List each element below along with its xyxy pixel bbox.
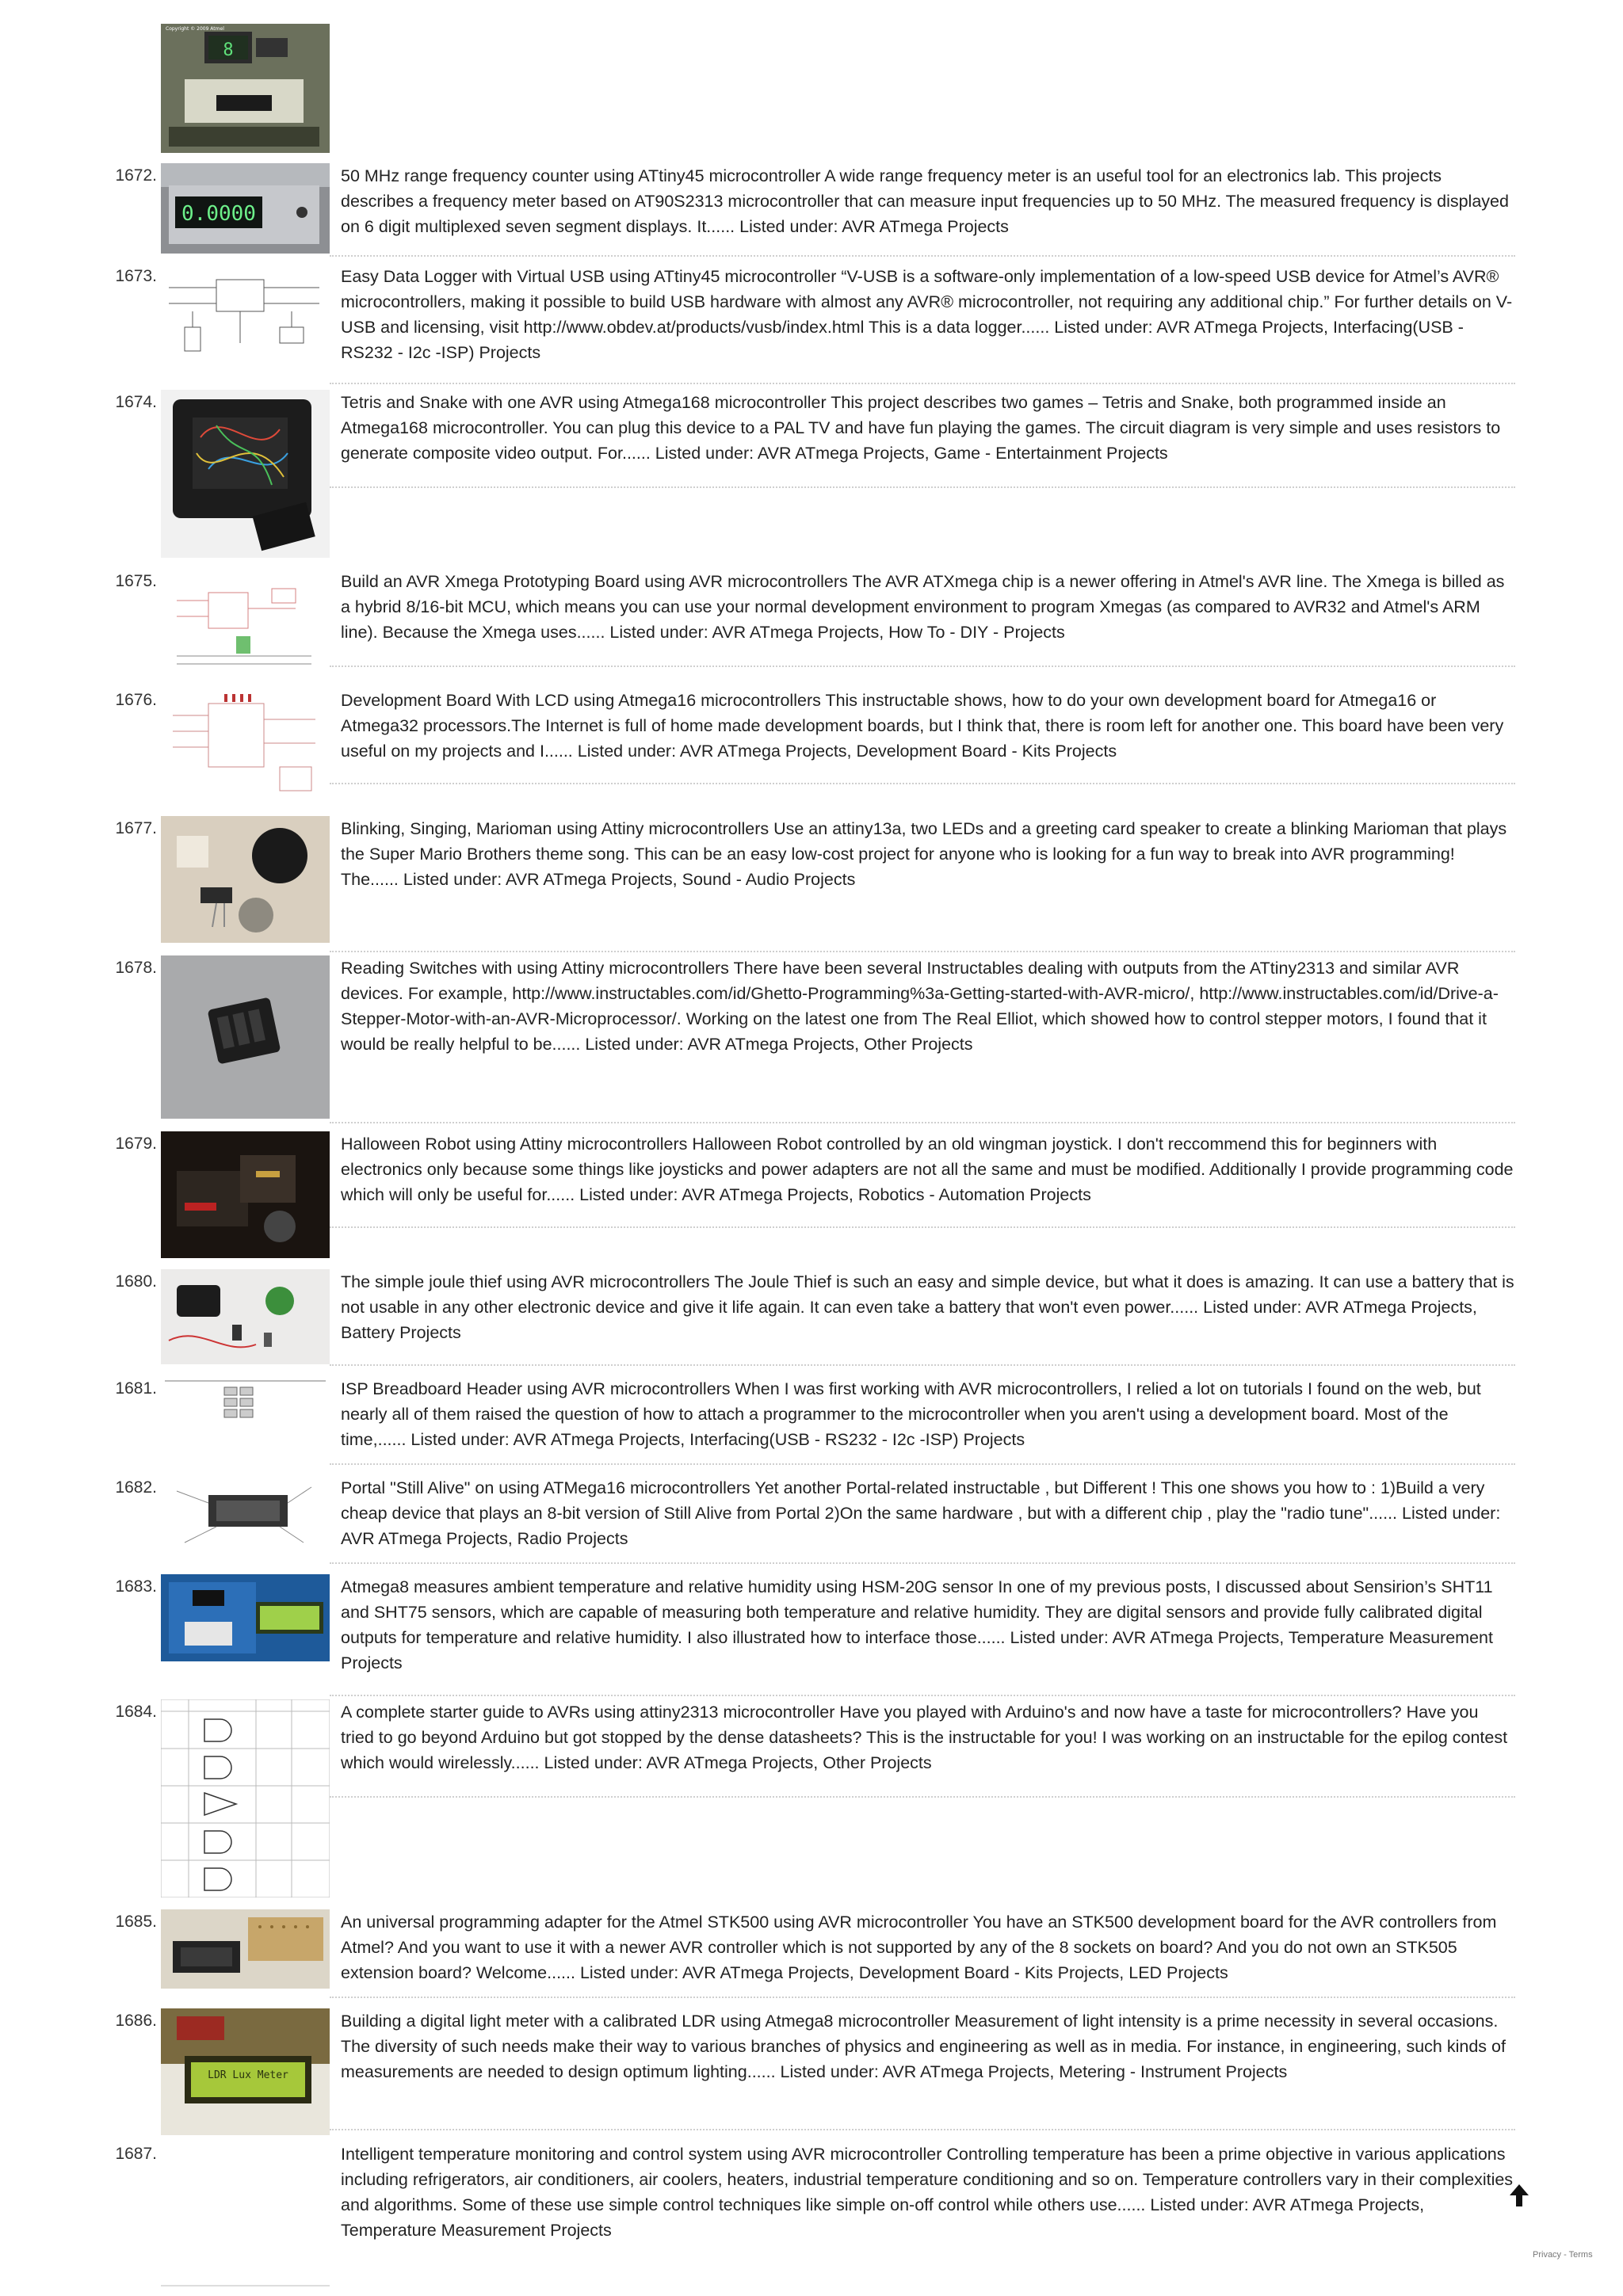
project-description: Build an AVR Xmega Prototyping Board using AVR microcontrollers The AVR ATXmega chip is a newer offering in Atmel's AVR line. The Xmega is billed as a hybrid 8/16-bit MCU, which means you can use your normal development environment to program Xmegas (as compared to AVR32 and Atmel's ARM line). Because the Xmega uses...... Listed under: AVR ATmega Projects, How To - DIY - Projects <box>341 572 1505 642</box>
isp-header-diagram-icon <box>161 1376 330 1424</box>
divider <box>330 1796 1515 1798</box>
item-number: 1673. <box>115 267 157 285</box>
divider <box>330 1695 1515 1696</box>
item-number: 1682. <box>115 1478 157 1497</box>
project-description: Halloween Robot using Attiny microcontrollers Halloween Robot controlled by an old wingman joystick. I don't reccommend this for beginners with electronics only because some things like joysticks and power adapters are not all the same and must be modified. Additionally I provide programming code which will only be useful for...... Listed under: AVR ATmega Projects, Robotics - Automation Projects <box>341 1135 1514 1204</box>
svg-text:LDR Lux Meter: LDR Lux Meter <box>208 2069 288 2081</box>
divider <box>330 1562 1515 1564</box>
item-number: 1678. <box>115 959 157 977</box>
project-description: An universal programming adapter for the Atmel STK500 using AVR microcontroller You have an STK500 development board for the AVR controllers from Atmel? And you want to use it with a newer AVR controller which is not supported by any of the 8 sockets on board? And you do not own an STK505 extension board? Welcome...... Listed under: AVR ATmega Projects, Development Board - Kits Projects, LED Projects <box>341 1913 1497 1982</box>
item-number: 1687. <box>115 2145 157 2163</box>
item-number: 1685. <box>115 1913 157 1931</box>
project-thumbnail[interactable] <box>161 163 330 254</box>
schematic-diagram-icon <box>161 569 330 678</box>
divider <box>330 1122 1515 1123</box>
programming-adapter-photo-icon <box>161 1909 330 1989</box>
svg-text:Copyright © 2009 Atmel: Copyright © 2009 Atmel <box>166 26 224 32</box>
joule-thief-photo-icon <box>161 1269 330 1364</box>
project-thumbnail[interactable] <box>161 955 330 1119</box>
divider <box>330 383 1515 384</box>
project-thumbnail[interactable] <box>161 1131 330 1258</box>
project-description: Blinking, Singing, Marioman using Attiny microcontrollers Use an attiny13a, two LEDs and a greeting card speaker to create a blinking Marioman that plays the Super Mario Brothers theme song. This can be an easy low-cost project for anyone who is looking for a fun way to break into AVR programming! The...... Listed under: AVR ATmega Projects, Sound - Audio Projects <box>341 819 1507 889</box>
circuit-photo-icon <box>161 24 330 153</box>
divider <box>161 2285 330 2286</box>
divider <box>330 255 1515 257</box>
svg-text:0.0000: 0.0000 <box>181 202 256 226</box>
humidity-sensor-board-photo-icon <box>161 1574 330 1661</box>
project-description: Portal "Still Alive" on using ATMega16 microcontrollers Yet another Portal-related instructable , but Different ! This one shows you how to : 1)Build a very cheap device that plays an 8-bit version of Still Alive from Portal 2)On the same hardware , but with a different chip , play the "radio tune"...... Listed under: AVR ATmega Projects, Radio Projects <box>341 1478 1501 1548</box>
project-thumbnail[interactable] <box>161 264 330 362</box>
schematic-diagram-icon <box>161 688 330 803</box>
project-thumbnail[interactable] <box>161 1909 330 1989</box>
divider <box>330 1226 1515 1228</box>
item-number: 1679. <box>115 1135 157 1153</box>
project-thumbnail[interactable] <box>161 1475 330 1554</box>
project-thumbnail[interactable] <box>161 1699 330 1897</box>
project-description: Reading Switches with using Attiny microcontrollers There have been several Instructables dealing with outputs from the ATtiny2313 and similar AVR devices. For example, http://www.instructables.com/id/Ghetto-Programming%3a-Getting-started-with-AVR-micro/, http://www.instructables.com/id/Drive-a-Stepper-Motor-with-an-AVR-Microprocessor/. Working on the latest one from The Real Elliot, which showed how to control stepper motors, I found that it would be really helpful to be...... Listed under: AVR ATmega Projects, Other Projects <box>341 959 1499 1054</box>
switch-module-photo-icon <box>161 955 330 1119</box>
item-number: 1675. <box>115 572 157 590</box>
project-thumbnail[interactable] <box>161 1376 330 1424</box>
item-number: 1684. <box>115 1703 157 1721</box>
project-thumbnail[interactable] <box>161 688 330 803</box>
portal-device-diagram-icon <box>161 1475 330 1554</box>
divider <box>330 2129 1515 2130</box>
project-description: Development Board With LCD using Atmega16 microcontrollers This instructable shows, how to do your own development board for Atmega16 or Atmega32 processors.The Internet is full of home made development boards, but I think that, there is room left for another one. This board have been very useful on my projects and I...... Listed under: AVR ATmega Projects, Development Board - Kits Projects <box>341 691 1504 761</box>
item-number: 1672. <box>115 166 157 185</box>
back-to-top-button[interactable] <box>1508 2183 1530 2210</box>
game-console-photo-icon <box>161 390 330 558</box>
divider <box>330 951 1515 952</box>
project-thumbnail[interactable] <box>161 2008 330 2135</box>
logic-gates-table-icon <box>161 1699 330 1897</box>
schematic-diagram-icon <box>161 264 330 362</box>
project-description: The simple joule thief using AVR microcontrollers The Joule Thief is such an easy and simple device, but what it does is amazing. It can use a battery that is not usable in any other electronic device and give it life again. It can even take a battery that won't even power...... Listed under: AVR ATmega Projects, Battery Projects <box>341 1272 1514 1342</box>
project-description: 50 MHz range frequency counter using ATtiny45 microcontroller A wide range frequency meter is an useful tool for an electronics lab. This projects describes a frequency meter based on AT90S2313 microcontroller that can measure input frequencies up to 50 MHz. The measured frequency is displayed on 6 digit multiplexed seven segment displays. It...... Listed under: AVR ATmega Projects <box>341 166 1509 236</box>
project-description: Easy Data Logger with Virtual USB using ATtiny45 microcontroller “V-USB is a software-only implementation of a low-speed USB device for Atmel’s AVR® microcontrollers, making it possible to build USB hardware with almost any AVR® microcontroller, not requiring any additional chip.” For further details on V-USB and licensing, visit http://www.obdev.at/products/vusb/index.html This is a data logger...... Listed under: AVR ATmega Projects, Interfacing(USB - RS232 - I2c -ISP) Projects <box>341 267 1513 362</box>
divider <box>330 783 1515 784</box>
project-description: Atmega8 measures ambient temperature and relative humidity using HSM-20G sensor In one of my previous posts, I discussed about Sensirion’s SHT11 and SHT75 sensors, which are capable of measuring both temperature and relative humidity. They are digital sensors and provide fully calibrated digital outputs for temperature and relative humidity. I also illustrated how to interface those...... Listed under: AVR ATmega Projects, Temperature Measurement Projects <box>341 1577 1493 1672</box>
project-thumbnail[interactable] <box>161 816 330 943</box>
project-thumbnail-top[interactable] <box>161 24 330 153</box>
divider <box>330 1463 1515 1465</box>
project-thumbnail[interactable] <box>161 569 330 678</box>
divider <box>330 1997 1515 1998</box>
recaptcha-privacy-terms[interactable]: Privacy - Terms <box>1533 2250 1593 2260</box>
project-description: Intelligent temperature monitoring and control system using AVR microcontroller Controlling temperature has been a prime objective in various applications including refrigerators, air conditioners, air coolers, heaters, industrial temperature conditioning and so on. Temperature controllers vary in their complexities and algorithms. Some of these use simple control techniques like simple on-off control while others use...... Listed under: AVR ATmega Projects, Temperature Measurement Projects <box>341 2145 1514 2240</box>
item-number: 1681. <box>115 1379 157 1398</box>
frequency-counter-photo-icon <box>161 163 330 254</box>
svg-text:8: 8 <box>223 40 234 60</box>
light-meter-photo-icon <box>161 2008 330 2135</box>
item-number: 1683. <box>115 1577 157 1596</box>
item-number: 1674. <box>115 393 157 411</box>
marioman-parts-photo-icon <box>161 816 330 943</box>
arrow-up-icon <box>1508 2183 1530 2210</box>
project-thumbnail[interactable] <box>161 390 330 558</box>
project-thumbnail[interactable] <box>161 1574 330 1661</box>
project-description: A complete starter guide to AVRs using attiny2313 microcontroller Have you played with Arduino's and now have a taste for microcontrollers? Have you tried to go beyond Arduino but got stopped by the dense datasheets? This is the instructable for you! I was working on an instructable for the epilog contest which would wirelessly...... Listed under: AVR ATmega Projects, Other Projects <box>341 1703 1508 1772</box>
divider <box>330 1364 1515 1366</box>
item-number: 1677. <box>115 819 157 837</box>
project-description: Building a digital light meter with a calibrated LDR using Atmega8 microcontroller Measurement of light intensity is a prime necessity in several occasions. The diversity of such needs make their way to various branches of physics and engineering as well as in media. For instance, in engineering, such kinds of measurements are needed to design optimum lighting...... Listed under: AVR ATmega Projects, Metering - Instrument Projects <box>341 2012 1506 2081</box>
item-number: 1680. <box>115 1272 157 1291</box>
halloween-robot-photo-icon <box>161 1131 330 1258</box>
item-number: 1686. <box>115 2012 157 2030</box>
project-description: ISP Breadboard Header using AVR microcontrollers When I was first working with AVR microcontrollers, I relied a lot on tutorials I found on the web, but nearly all of them raised the question of how to attach a programmer to the microcontroller when you aren't using a development board. Most of the time,...... Listed under: AVR ATmega Projects, Interfacing(USB - RS232 - I2c -ISP) Projects <box>341 1379 1481 1449</box>
item-number: 1676. <box>115 691 157 709</box>
project-description: Tetris and Snake with one AVR using Atmega168 microcontroller This project describes two games – Tetris and Snake, both programmed inside an Atmega168 microcontroller. You can plug this device to a PAL TV and have fun playing the games. The circuit diagram is very simple and uses resistors to generate composite video output. For...... Listed under: AVR ATmega Projects, Game - Entertainment Projects <box>341 393 1501 463</box>
divider <box>330 666 1515 667</box>
project-thumbnail[interactable] <box>161 1269 330 1364</box>
divider <box>330 486 1515 488</box>
